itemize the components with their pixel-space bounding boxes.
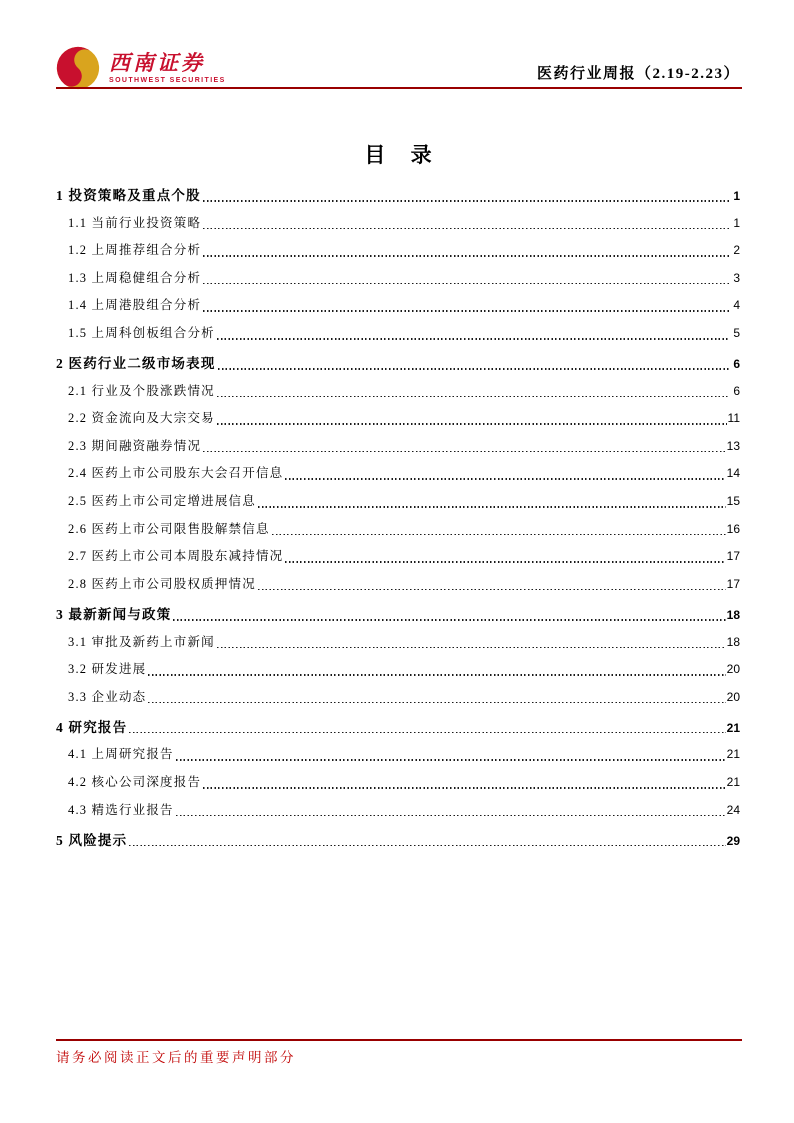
toc-entry-page: 21	[726, 774, 740, 789]
toc-entry[interactable]	[56, 182, 740, 210]
logo-text	[109, 52, 226, 84]
toc-entry-label: 4.1 上周研究报告	[68, 747, 174, 762]
toc-entry[interactable]	[56, 433, 740, 461]
toc-dot-leader	[258, 506, 726, 508]
toc-dot-leader	[285, 478, 725, 480]
toc-dot-leader	[129, 845, 725, 847]
toc-entry-label: 2.8 医药上市公司股权质押情况	[68, 576, 256, 591]
toc-dot-leader	[176, 815, 726, 817]
footer-rule	[56, 1039, 742, 1041]
toc-entry-label: 2.5 医药上市公司定增进展信息	[68, 494, 256, 509]
toc-entry[interactable]	[56, 405, 740, 433]
toc-entry[interactable]	[56, 350, 740, 378]
toc-entry-page: 21	[726, 720, 740, 735]
toc-dot-leader	[258, 589, 726, 591]
toc-entry[interactable]	[56, 378, 740, 406]
toc-dot-leader	[176, 759, 726, 761]
toc-entry-label: 2.1 行业及个股涨跌情况	[68, 383, 215, 398]
toc-entry-page: 6	[733, 357, 740, 372]
toc-entry-page: 18	[726, 607, 740, 622]
toc-entry-label: 1.4 上周港股组合分析	[68, 298, 202, 313]
toc-entry-label: 4 研究报告	[56, 719, 128, 735]
toc-entry-page: 24	[726, 802, 740, 817]
toc-entry-label: 2.2 资金流向及大宗交易	[68, 411, 215, 426]
toc-entry[interactable]	[56, 543, 740, 571]
toc-entry-label: 3.1 审批及新药上市新闻	[68, 634, 215, 649]
toc-entry-page: 11	[727, 411, 740, 426]
toc-entry[interactable]	[56, 488, 740, 516]
toc-entry[interactable]	[56, 601, 740, 629]
toc-entry[interactable]	[56, 714, 740, 742]
toc-entry-label: 2 医药行业二级市场表现	[56, 356, 216, 372]
toc-entry-label: 1.2 上周推荐组合分析	[68, 243, 202, 258]
toc-entry[interactable]	[56, 741, 740, 769]
toc-entry-label: 5 风险提示	[56, 832, 128, 848]
toc-dot-leader	[272, 534, 726, 536]
toc-entry-page: 5	[733, 325, 740, 340]
toc-dot-leader	[217, 423, 727, 425]
toc-entry-page: 15	[726, 494, 740, 509]
toc-entry-page: 16	[726, 521, 740, 536]
toc-dot-leader	[285, 561, 725, 563]
toc-entry-label: 1.3 上周稳健组合分析	[68, 270, 202, 285]
toc-entry-page: 20	[726, 689, 740, 704]
company-logo	[56, 45, 226, 91]
toc-dot-leader	[148, 674, 725, 676]
toc-entry-page: 1	[733, 189, 740, 203]
toc-entry-label: 3.2 研发进展	[68, 662, 147, 677]
toc-entry-page: 20	[726, 662, 740, 677]
toc-dot-leader	[203, 310, 729, 312]
toc-entry-page: 1	[733, 215, 740, 230]
toc-entry[interactable]	[56, 237, 740, 265]
toc-entry-label: 1 投资策略及重点个股	[56, 188, 201, 203]
brand-name-en: SOUTHWEST SECURITIES	[109, 77, 226, 85]
toc-entry-label: 3 最新新闻与政策	[56, 606, 172, 622]
toc-list	[56, 182, 740, 854]
toc-entry-label: 2.7 医药上市公司本周股东减持情况	[68, 549, 284, 564]
table-of-contents	[56, 139, 740, 854]
toc-dot-leader	[203, 283, 729, 285]
toc-entry[interactable]	[56, 292, 740, 320]
toc-entry-label: 1.1 当前行业投资策略	[68, 215, 202, 230]
toc-dot-leader	[203, 200, 729, 202]
toc-entry[interactable]	[56, 797, 740, 825]
header-rule	[56, 87, 742, 89]
report-title: 医药行业周报（2.19-2.23）	[537, 66, 740, 82]
toc-dot-leader	[217, 338, 729, 340]
toc-entry-label: 3.3 企业动态	[68, 689, 147, 704]
toc-entry[interactable]	[56, 265, 740, 293]
toc-dot-leader	[203, 451, 725, 453]
toc-entry-page: 2	[733, 243, 740, 258]
toc-entry-page: 14	[726, 466, 740, 481]
toc-entry[interactable]	[56, 629, 740, 657]
toc-entry-page: 17	[726, 576, 740, 591]
toc-dot-leader	[217, 647, 726, 649]
toc-entry[interactable]	[56, 684, 740, 712]
toc-entry-label: 4.2 核心公司深度报告	[68, 774, 202, 789]
toc-dot-leader	[203, 787, 725, 789]
toc-entry-label: 2.3 期间融资融券情况	[68, 438, 202, 453]
toc-dot-leader	[148, 702, 725, 704]
toc-dot-leader	[173, 619, 725, 621]
toc-entry-label: 1.5 上周科创板组合分析	[68, 325, 215, 340]
toc-dot-leader	[203, 255, 729, 257]
toc-entry[interactable]	[56, 827, 740, 855]
toc-entry-page: 6	[733, 383, 740, 398]
toc-entry[interactable]	[56, 210, 740, 238]
toc-entry[interactable]	[56, 460, 740, 488]
toc-dot-leader	[218, 368, 729, 370]
toc-entry-page: 18	[726, 634, 740, 649]
toc-dot-leader	[129, 732, 725, 734]
toc-dot-leader	[217, 396, 729, 398]
toc-entry-label: 4.3 精选行业报告	[68, 802, 174, 817]
toc-entry[interactable]	[56, 516, 740, 544]
toc-entry-page: 17	[726, 549, 740, 564]
brand-name-cn: 西南证券	[109, 50, 205, 75]
toc-entry[interactable]	[56, 320, 740, 348]
toc-entry[interactable]	[56, 769, 740, 797]
logo-swirl-icon	[56, 46, 100, 90]
toc-entry-page: 29	[726, 833, 740, 848]
toc-dot-leader	[203, 228, 729, 230]
toc-entry[interactable]	[56, 571, 740, 599]
toc-entry-page: 21	[726, 747, 740, 762]
toc-entry-page: 13	[726, 438, 740, 453]
toc-title: 目 录	[364, 143, 442, 167]
toc-entry-page: 3	[733, 270, 740, 285]
toc-entry-label: 2.6 医药上市公司限售股解禁信息	[68, 521, 270, 536]
toc-entry[interactable]	[56, 656, 740, 684]
toc-entry-page: 4	[733, 298, 740, 313]
footer-disclaimer: 请务必阅读正文后的重要声明部分	[56, 1050, 296, 1065]
toc-entry-label: 2.4 医药上市公司股东大会召开信息	[68, 466, 284, 481]
